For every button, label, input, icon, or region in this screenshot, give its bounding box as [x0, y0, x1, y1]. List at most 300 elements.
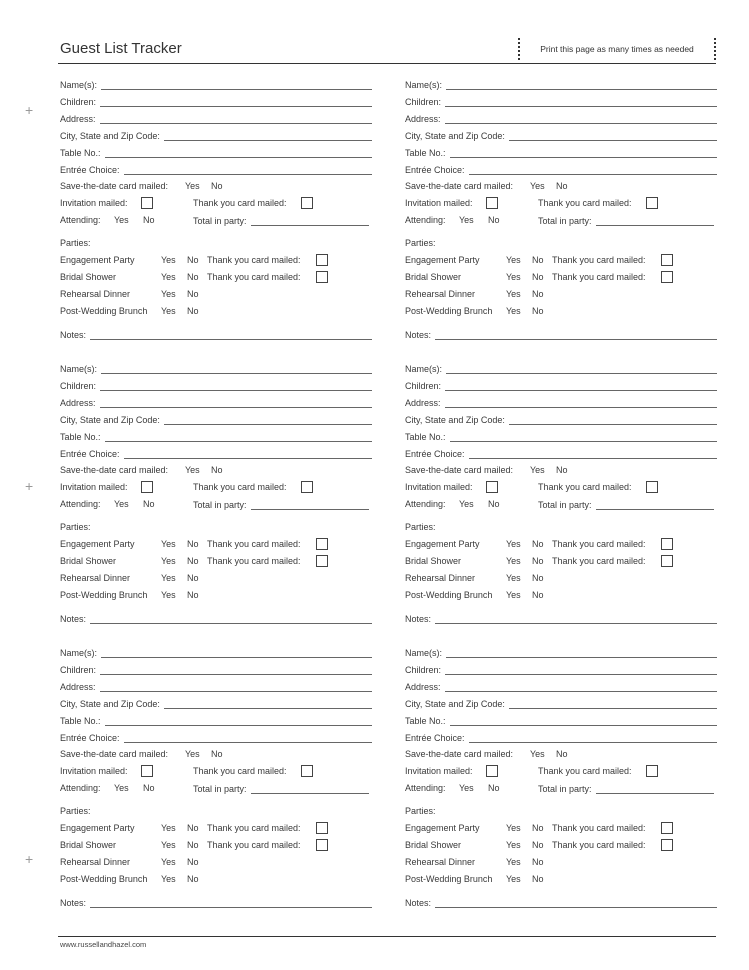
parties-label: Parties:	[405, 238, 436, 248]
total-field[interactable]	[251, 218, 369, 226]
party-thank-you-checkbox[interactable]	[316, 254, 328, 266]
children-field[interactable]	[445, 99, 717, 107]
party-yes: Yes	[161, 590, 176, 600]
party-yes: Yes	[161, 306, 176, 316]
party-name: Engagement Party	[405, 539, 480, 549]
party-name: Rehearsal Dinner	[60, 289, 131, 299]
parties-label: Parties:	[405, 522, 436, 532]
attending-yes: Yes	[459, 499, 474, 509]
city-state-zip-field[interactable]	[164, 701, 372, 709]
children-field[interactable]	[100, 667, 372, 675]
entree-choice-field[interactable]	[124, 735, 372, 743]
total-label: Total in party:	[193, 784, 247, 794]
party-name: Post-Wedding Brunch	[405, 590, 493, 600]
party-no: No	[187, 874, 199, 884]
city-state-zip-row	[405, 414, 717, 425]
party-no: No	[187, 590, 199, 600]
total-field[interactable]	[596, 502, 714, 510]
children-label: Children:	[60, 97, 97, 107]
party-yes: Yes	[161, 255, 176, 265]
city-state-zip-field[interactable]	[164, 133, 372, 141]
notes-label: Notes:	[405, 614, 432, 624]
party-name: Bridal Shower	[405, 840, 462, 850]
city-state-zip-row	[60, 414, 372, 425]
party-no: No	[187, 306, 199, 316]
names-field[interactable]	[446, 366, 717, 374]
notes-label: Notes:	[405, 898, 432, 908]
footer-url: www.russellandhazel.com	[60, 940, 147, 949]
party-no: No	[532, 289, 544, 299]
save-the-date-yes: Yes	[530, 749, 545, 759]
attending-label: Attending:	[60, 783, 101, 793]
table-number-row	[405, 715, 717, 726]
party-name: Engagement Party	[60, 539, 135, 549]
table-number-label: Table No.:	[60, 716, 101, 726]
invitation-thank-you-checkbox[interactable]	[301, 765, 313, 777]
party-yes: Yes	[506, 840, 521, 850]
total-in-party	[538, 215, 714, 226]
table-number-field[interactable]	[105, 150, 372, 158]
table-number-label: Table No.:	[405, 148, 446, 158]
party-yes: Yes	[506, 573, 521, 583]
party-name: Rehearsal Dinner	[405, 857, 476, 867]
party-yes: Yes	[161, 289, 176, 299]
children-row	[405, 380, 717, 391]
address-row	[60, 681, 372, 692]
party-yes: Yes	[506, 857, 521, 867]
party-no: No	[532, 556, 544, 566]
address-field[interactable]	[445, 116, 717, 124]
party-thank-you-label: Thank you card mailed:	[552, 272, 646, 282]
total-label: Total in party:	[193, 500, 247, 510]
names-field[interactable]	[446, 650, 717, 658]
invitation-thank-you-label: Thank you card mailed:	[538, 198, 632, 208]
party-name: Rehearsal Dinner	[60, 857, 131, 867]
party-thank-you-label: Thank you card mailed:	[552, 255, 646, 265]
party-yes: Yes	[161, 272, 176, 282]
invitation-checkbox[interactable]	[141, 197, 153, 209]
city-state-zip-field[interactable]	[509, 417, 717, 425]
party-no: No	[187, 556, 199, 566]
invitation-thank-you-checkbox[interactable]	[646, 481, 658, 493]
address-field[interactable]	[100, 116, 372, 124]
attending-no: No	[488, 499, 500, 509]
address-label: Address:	[405, 398, 441, 408]
entree-choice-row	[60, 164, 372, 175]
entree-choice-row	[405, 732, 717, 743]
notes-field[interactable]	[435, 332, 717, 340]
children-field[interactable]	[100, 99, 372, 107]
names-label: Name(s):	[405, 80, 443, 90]
notes-field[interactable]	[435, 616, 717, 624]
save-the-date-no: No	[556, 465, 568, 475]
attending-label: Attending:	[405, 215, 446, 225]
address-field[interactable]	[445, 400, 717, 408]
total-field[interactable]	[251, 786, 369, 794]
entree-choice-row	[60, 448, 372, 459]
children-field[interactable]	[445, 383, 717, 391]
party-thank-you-label: Thank you card mailed:	[552, 556, 646, 566]
notes-label: Notes:	[60, 614, 87, 624]
city-state-zip-row	[405, 698, 717, 709]
entree-choice-row	[405, 448, 717, 459]
address-row	[405, 397, 717, 408]
attending-yes: Yes	[114, 215, 129, 225]
party-thank-you-checkbox[interactable]	[661, 555, 673, 567]
attending-yes: Yes	[459, 783, 474, 793]
party-name: Engagement Party	[405, 823, 480, 833]
address-row	[60, 113, 372, 124]
total-in-party	[193, 783, 369, 794]
city-state-zip-row	[405, 130, 717, 141]
children-label: Children:	[405, 381, 442, 391]
entree-choice-label: Entrée Choice:	[60, 165, 120, 175]
attending-yes: Yes	[114, 499, 129, 509]
city-state-zip-field[interactable]	[509, 701, 717, 709]
page-title: Guest List Tracker	[60, 40, 182, 57]
notes-field[interactable]	[90, 900, 372, 908]
guest-entry	[405, 363, 717, 633]
names-label: Name(s):	[405, 364, 443, 374]
guest-entry	[60, 647, 372, 917]
guest-entry	[60, 363, 372, 633]
invitation-label: Invitation mailed:	[405, 198, 473, 208]
party-no: No	[187, 539, 199, 549]
total-field[interactable]	[596, 786, 714, 794]
header-rule	[58, 63, 716, 64]
party-thank-you-label: Thank you card mailed:	[207, 272, 301, 282]
party-thank-you-label: Thank you card mailed:	[552, 840, 646, 850]
party-thank-you-checkbox[interactable]	[661, 839, 673, 851]
party-name: Bridal Shower	[60, 556, 117, 566]
party-thank-you-label: Thank you card mailed:	[207, 539, 301, 549]
party-name: Rehearsal Dinner	[405, 289, 476, 299]
attending-label: Attending:	[60, 499, 101, 509]
party-thank-you-label: Thank you card mailed:	[207, 823, 301, 833]
entree-choice-label: Entrée Choice:	[405, 733, 465, 743]
party-no: No	[187, 857, 199, 867]
crop-mark: +	[25, 478, 34, 494]
party-no: No	[532, 823, 544, 833]
children-row	[60, 96, 372, 107]
table-number-row	[405, 431, 717, 442]
party-thank-you-checkbox[interactable]	[316, 822, 328, 834]
invitation-label: Invitation mailed:	[405, 766, 473, 776]
entree-choice-row	[60, 732, 372, 743]
party-no: No	[532, 590, 544, 600]
entree-choice-label: Entrée Choice:	[405, 449, 465, 459]
invitation-thank-you-checkbox[interactable]	[301, 481, 313, 493]
party-name: Post-Wedding Brunch	[60, 590, 148, 600]
party-yes: Yes	[161, 539, 176, 549]
invitation-thank-you-checkbox[interactable]	[646, 765, 658, 777]
children-row	[60, 380, 372, 391]
party-thank-you-label: Thank you card mailed:	[207, 840, 301, 850]
table-number-row	[405, 147, 717, 158]
party-thank-you-checkbox[interactable]	[661, 271, 673, 283]
children-field[interactable]	[100, 383, 372, 391]
entree-choice-field[interactable]	[469, 167, 717, 175]
invitation-thank-you-label: Thank you card mailed:	[538, 482, 632, 492]
children-label: Children:	[405, 97, 442, 107]
attending-no: No	[488, 215, 500, 225]
attending-no: No	[143, 783, 155, 793]
party-name: Post-Wedding Brunch	[405, 874, 493, 884]
entree-choice-field[interactable]	[124, 451, 372, 459]
entree-choice-field[interactable]	[469, 451, 717, 459]
party-no: No	[187, 573, 199, 583]
notes-row	[405, 329, 717, 340]
address-label: Address:	[405, 114, 441, 124]
city-state-zip-field[interactable]	[509, 133, 717, 141]
invitation-thank-you-checkbox[interactable]	[301, 197, 313, 209]
party-yes: Yes	[161, 556, 176, 566]
entree-choice-label: Entrée Choice:	[405, 165, 465, 175]
table-number-label: Table No.:	[405, 716, 446, 726]
address-field[interactable]	[100, 400, 372, 408]
invitation-thank-you-checkbox[interactable]	[646, 197, 658, 209]
table-number-row	[60, 715, 372, 726]
attending-yes: Yes	[114, 783, 129, 793]
party-yes: Yes	[506, 539, 521, 549]
party-yes: Yes	[506, 306, 521, 316]
save-the-date-label: Save-the-date card mailed:	[60, 465, 169, 475]
names-label: Name(s):	[60, 648, 98, 658]
notes-row	[60, 329, 372, 340]
total-label: Total in party:	[538, 216, 592, 226]
city-state-zip-label: City, State and Zip Code:	[60, 131, 160, 141]
children-row	[60, 664, 372, 675]
party-name: Engagement Party	[60, 255, 135, 265]
names-row	[405, 363, 717, 374]
attending-no: No	[143, 215, 155, 225]
notes-label: Notes:	[60, 330, 87, 340]
invitation-label: Invitation mailed:	[60, 482, 128, 492]
party-name: Rehearsal Dinner	[60, 573, 131, 583]
city-state-zip-row	[60, 130, 372, 141]
invitation-thank-you-label: Thank you card mailed:	[193, 482, 287, 492]
save-the-date-no: No	[211, 749, 223, 759]
entree-choice-row	[405, 164, 717, 175]
invitation-label: Invitation mailed:	[405, 482, 473, 492]
party-name: Post-Wedding Brunch	[405, 306, 493, 316]
party-thank-you-label: Thank you card mailed:	[552, 539, 646, 549]
table-number-field[interactable]	[450, 434, 717, 442]
total-in-party	[193, 215, 369, 226]
invitation-checkbox[interactable]	[141, 765, 153, 777]
names-field[interactable]	[101, 650, 372, 658]
city-state-zip-label: City, State and Zip Code:	[60, 699, 160, 709]
total-field[interactable]	[596, 218, 714, 226]
crop-mark: +	[25, 851, 34, 867]
notes-row	[405, 613, 717, 624]
names-field[interactable]	[446, 82, 717, 90]
party-yes: Yes	[506, 556, 521, 566]
table-number-field[interactable]	[450, 150, 717, 158]
names-field[interactable]	[101, 82, 372, 90]
children-label: Children:	[60, 381, 97, 391]
city-state-zip-label: City, State and Zip Code:	[405, 699, 505, 709]
address-row	[405, 113, 717, 124]
children-label: Children:	[60, 665, 97, 675]
print-banner: Print this page as many times as needed	[518, 38, 716, 60]
names-row	[60, 647, 372, 658]
party-yes: Yes	[506, 255, 521, 265]
save-the-date-yes: Yes	[185, 465, 200, 475]
table-number-label: Table No.:	[60, 148, 101, 158]
save-the-date-no: No	[211, 181, 223, 191]
save-the-date-no: No	[556, 181, 568, 191]
party-name: Post-Wedding Brunch	[60, 874, 148, 884]
address-row	[60, 397, 372, 408]
party-yes: Yes	[506, 590, 521, 600]
party-no: No	[187, 289, 199, 299]
party-name: Engagement Party	[60, 823, 135, 833]
save-the-date-label: Save-the-date card mailed:	[405, 465, 514, 475]
names-row	[60, 79, 372, 90]
attending-label: Attending:	[60, 215, 101, 225]
party-no: No	[532, 874, 544, 884]
party-yes: Yes	[506, 272, 521, 282]
party-yes: Yes	[506, 874, 521, 884]
party-name: Bridal Shower	[60, 272, 117, 282]
party-yes: Yes	[161, 840, 176, 850]
address-label: Address:	[60, 398, 96, 408]
notes-field[interactable]	[90, 616, 372, 624]
save-the-date-label: Save-the-date card mailed:	[60, 749, 169, 759]
address-label: Address:	[405, 682, 441, 692]
table-number-field[interactable]	[450, 718, 717, 726]
names-row	[405, 647, 717, 658]
guest-entry	[405, 79, 717, 349]
party-thank-you-checkbox[interactable]	[316, 839, 328, 851]
party-thank-you-checkbox[interactable]	[316, 555, 328, 567]
names-field[interactable]	[101, 366, 372, 374]
names-label: Name(s):	[60, 80, 98, 90]
names-row	[60, 363, 372, 374]
city-state-zip-label: City, State and Zip Code:	[405, 415, 505, 425]
party-thank-you-checkbox[interactable]	[316, 271, 328, 283]
notes-label: Notes:	[405, 330, 432, 340]
invitation-checkbox[interactable]	[486, 481, 498, 493]
parties-label: Parties:	[60, 522, 91, 532]
save-the-date-yes: Yes	[530, 181, 545, 191]
invitation-checkbox[interactable]	[486, 197, 498, 209]
guest-entry	[60, 79, 372, 349]
address-field[interactable]	[445, 684, 717, 692]
party-name: Bridal Shower	[405, 272, 462, 282]
city-state-zip-label: City, State and Zip Code:	[60, 415, 160, 425]
names-row	[405, 79, 717, 90]
notes-field[interactable]	[435, 900, 717, 908]
party-no: No	[532, 272, 544, 282]
children-row	[405, 664, 717, 675]
party-yes: Yes	[161, 573, 176, 583]
city-state-zip-field[interactable]	[164, 417, 372, 425]
table-number-label: Table No.:	[405, 432, 446, 442]
entree-choice-field[interactable]	[469, 735, 717, 743]
party-yes: Yes	[161, 823, 176, 833]
party-no: No	[532, 539, 544, 549]
address-label: Address:	[60, 114, 96, 124]
table-number-row	[60, 431, 372, 442]
parties-label: Parties:	[60, 238, 91, 248]
children-label: Children:	[405, 665, 442, 675]
address-field[interactable]	[100, 684, 372, 692]
total-label: Total in party:	[538, 500, 592, 510]
party-no: No	[532, 306, 544, 316]
table-number-field[interactable]	[105, 434, 372, 442]
save-the-date-yes: Yes	[530, 465, 545, 475]
party-thank-you-checkbox[interactable]	[661, 822, 673, 834]
children-field[interactable]	[445, 667, 717, 675]
party-no: No	[187, 272, 199, 282]
invitation-checkbox[interactable]	[486, 765, 498, 777]
children-row	[405, 96, 717, 107]
party-name: Engagement Party	[405, 255, 480, 265]
crop-mark: +	[25, 102, 34, 118]
party-no: No	[532, 255, 544, 265]
attending-no: No	[488, 783, 500, 793]
party-no: No	[532, 840, 544, 850]
table-number-field[interactable]	[105, 718, 372, 726]
party-name: Bridal Shower	[60, 840, 117, 850]
invitation-checkbox[interactable]	[141, 481, 153, 493]
save-the-date-label: Save-the-date card mailed:	[405, 181, 514, 191]
total-in-party	[538, 783, 714, 794]
table-number-label: Table No.:	[60, 432, 101, 442]
invitation-thank-you-label: Thank you card mailed:	[538, 766, 632, 776]
table-number-row	[60, 147, 372, 158]
notes-row	[405, 897, 717, 908]
party-thank-you-checkbox[interactable]	[661, 538, 673, 550]
party-thank-you-checkbox[interactable]	[661, 254, 673, 266]
party-thank-you-label: Thank you card mailed:	[207, 255, 301, 265]
save-the-date-yes: Yes	[185, 749, 200, 759]
city-state-zip-label: City, State and Zip Code:	[405, 131, 505, 141]
party-no: No	[187, 840, 199, 850]
party-yes: Yes	[161, 857, 176, 867]
party-yes: Yes	[161, 874, 176, 884]
party-no: No	[187, 823, 199, 833]
entree-choice-field[interactable]	[124, 167, 372, 175]
names-label: Name(s):	[405, 648, 443, 658]
save-the-date-label: Save-the-date card mailed:	[405, 749, 514, 759]
party-yes: Yes	[506, 823, 521, 833]
party-name: Bridal Shower	[405, 556, 462, 566]
total-field[interactable]	[251, 502, 369, 510]
notes-row	[60, 613, 372, 624]
party-thank-you-label: Thank you card mailed:	[552, 823, 646, 833]
entree-choice-label: Entrée Choice:	[60, 733, 120, 743]
guest-entry	[405, 647, 717, 917]
address-row	[405, 681, 717, 692]
party-thank-you-checkbox[interactable]	[316, 538, 328, 550]
save-the-date-no: No	[556, 749, 568, 759]
notes-field[interactable]	[90, 332, 372, 340]
total-label: Total in party:	[193, 216, 247, 226]
save-the-date-yes: Yes	[185, 181, 200, 191]
notes-label: Notes:	[60, 898, 87, 908]
party-thank-you-label: Thank you card mailed:	[207, 556, 301, 566]
invitation-label: Invitation mailed:	[60, 766, 128, 776]
parties-label: Parties:	[405, 806, 436, 816]
address-label: Address:	[60, 682, 96, 692]
attending-yes: Yes	[459, 215, 474, 225]
parties-label: Parties:	[60, 806, 91, 816]
notes-row	[60, 897, 372, 908]
total-in-party	[538, 499, 714, 510]
